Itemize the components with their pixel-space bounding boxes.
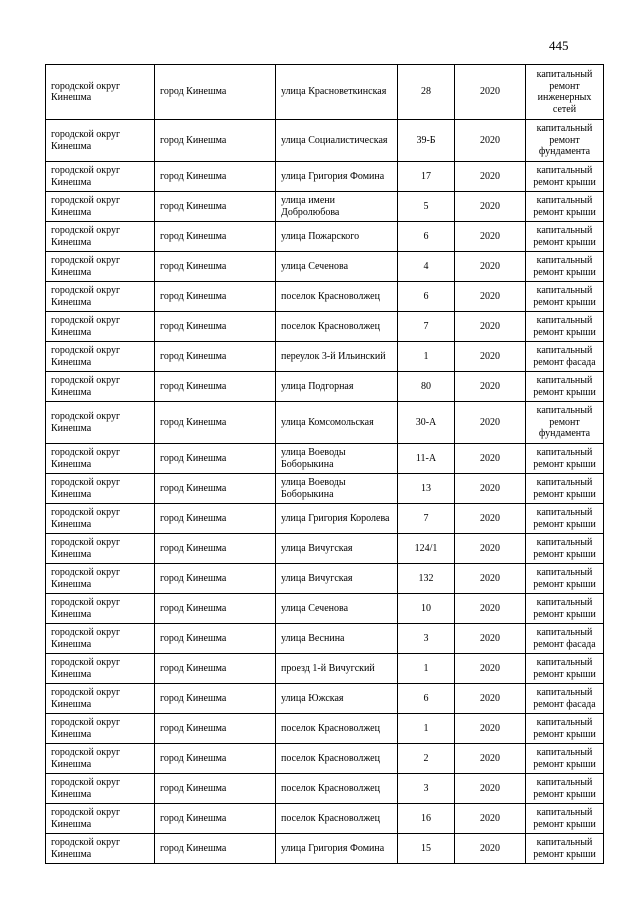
table-row <box>46 834 604 864</box>
cell-street: улица Сеченова <box>276 252 398 282</box>
cell-year: 2020 <box>455 594 526 624</box>
cell-work: капитальный ремонт фасада <box>526 624 604 654</box>
cell-house: 10 <box>398 594 455 624</box>
table-row <box>46 624 604 654</box>
table-body <box>46 65 604 864</box>
cell-gorod: город Кинешма <box>155 834 276 864</box>
cell-street: улица Григория Королева <box>276 504 398 534</box>
cell-year: 2020 <box>455 624 526 654</box>
cell-work: капитальный ремонт фасада <box>526 342 604 372</box>
cell-work: капитальный ремонт крыши <box>526 654 604 684</box>
cell-year: 2020 <box>455 312 526 342</box>
cell-work: капитальный ремонт крыши <box>526 774 604 804</box>
cell-gorod: город Кинешма <box>155 684 276 714</box>
cell-work: капитальный ремонт фундамента <box>526 120 604 162</box>
table-row <box>46 444 604 474</box>
cell-gorod: город Кинешма <box>155 534 276 564</box>
cell-work: капитальный ремонт крыши <box>526 162 604 192</box>
cell-work: капитальный ремонт фундамента <box>526 402 604 444</box>
cell-year: 2020 <box>455 654 526 684</box>
cell-gorod: город Кинешма <box>155 564 276 594</box>
cell-okrug: городской округ Кинешма <box>46 120 155 162</box>
table-row <box>46 312 604 342</box>
cell-okrug: городской округ Кинешма <box>46 504 155 534</box>
cell-okrug: городской округ Кинешма <box>46 312 155 342</box>
cell-street: улица Вичугская <box>276 534 398 564</box>
cell-house: 28 <box>398 65 455 120</box>
cell-okrug: городской округ Кинешма <box>46 774 155 804</box>
cell-gorod: город Кинешма <box>155 744 276 774</box>
cell-street: переулок 3-й Ильинский <box>276 342 398 372</box>
cell-okrug: городской округ Кинешма <box>46 162 155 192</box>
page-number: 445 <box>549 38 569 53</box>
cell-okrug: городской округ Кинешма <box>46 342 155 372</box>
cell-house: 80 <box>398 372 455 402</box>
cell-okrug: городской округ Кинешма <box>46 65 155 120</box>
cell-work: капитальный ремонт крыши <box>526 282 604 312</box>
cell-house: 1 <box>398 654 455 684</box>
cell-work: капитальный ремонт крыши <box>526 372 604 402</box>
cell-house: 124/1 <box>398 534 455 564</box>
cell-street: улица Веснина <box>276 624 398 654</box>
table-row <box>46 282 604 312</box>
cell-house: 39-Б <box>398 120 455 162</box>
cell-street: улица Комсомольская <box>276 402 398 444</box>
cell-year: 2020 <box>455 252 526 282</box>
cell-year: 2020 <box>455 774 526 804</box>
cell-year: 2020 <box>455 372 526 402</box>
table-row <box>46 65 604 120</box>
cell-street: улица имени Добролюбова <box>276 192 398 222</box>
cell-street: улица Вичугская <box>276 564 398 594</box>
cell-okrug: городской округ Кинешма <box>46 372 155 402</box>
cell-okrug: городской округ Кинешма <box>46 744 155 774</box>
cell-street: поселок Красноволжец <box>276 282 398 312</box>
cell-house: 6 <box>398 684 455 714</box>
cell-year: 2020 <box>455 342 526 372</box>
cell-house: 11-А <box>398 444 455 474</box>
cell-house: 7 <box>398 312 455 342</box>
cell-street: улица Социалистическая <box>276 120 398 162</box>
table-row <box>46 594 604 624</box>
cell-okrug: городской округ Кинешма <box>46 804 155 834</box>
cell-house: 132 <box>398 564 455 594</box>
cell-year: 2020 <box>455 65 526 120</box>
table-row <box>46 564 604 594</box>
cell-gorod: город Кинешма <box>155 774 276 804</box>
cell-year: 2020 <box>455 684 526 714</box>
cell-house: 5 <box>398 192 455 222</box>
cell-gorod: город Кинешма <box>155 624 276 654</box>
cell-gorod: город Кинешма <box>155 162 276 192</box>
cell-work: капитальный ремонт крыши <box>526 192 604 222</box>
cell-year: 2020 <box>455 504 526 534</box>
cell-year: 2020 <box>455 192 526 222</box>
cell-street: поселок Красноволжец <box>276 714 398 744</box>
cell-house: 15 <box>398 834 455 864</box>
cell-street: поселок Красноволжец <box>276 774 398 804</box>
cell-work: капитальный ремонт крыши <box>526 312 604 342</box>
cell-okrug: городской округ Кинешма <box>46 402 155 444</box>
cell-house: 4 <box>398 252 455 282</box>
cell-house: 1 <box>398 714 455 744</box>
table-row <box>46 474 604 504</box>
cell-street: улица Пожарского <box>276 222 398 252</box>
cell-okrug: городской округ Кинешма <box>46 444 155 474</box>
table-row <box>46 222 604 252</box>
table-row <box>46 342 604 372</box>
housing-repair-table <box>45 64 604 864</box>
cell-gorod: город Кинешма <box>155 474 276 504</box>
cell-house: 6 <box>398 222 455 252</box>
cell-okrug: городской округ Кинешма <box>46 834 155 864</box>
cell-work: капитальный ремонт фасада <box>526 684 604 714</box>
cell-year: 2020 <box>455 744 526 774</box>
cell-gorod: город Кинешма <box>155 504 276 534</box>
cell-okrug: городской округ Кинешма <box>46 684 155 714</box>
cell-gorod: город Кинешма <box>155 65 276 120</box>
cell-gorod: город Кинешма <box>155 402 276 444</box>
cell-street: улица Сеченова <box>276 594 398 624</box>
cell-street: улица Южская <box>276 684 398 714</box>
table-row <box>46 252 604 282</box>
cell-house: 7 <box>398 504 455 534</box>
cell-street: улица Подгорная <box>276 372 398 402</box>
cell-okrug: городской округ Кинешма <box>46 474 155 504</box>
cell-work: капитальный ремонт крыши <box>526 594 604 624</box>
table-row <box>46 714 604 744</box>
table-row <box>46 192 604 222</box>
cell-okrug: городской округ Кинешма <box>46 714 155 744</box>
cell-gorod: город Кинешма <box>155 804 276 834</box>
cell-house: 30-А <box>398 402 455 444</box>
cell-work: капитальный ремонт инженерных сетей <box>526 65 604 120</box>
table-row <box>46 372 604 402</box>
cell-okrug: городской округ Кинешма <box>46 222 155 252</box>
cell-okrug: городской округ Кинешма <box>46 192 155 222</box>
table-row <box>46 804 604 834</box>
cell-gorod: город Кинешма <box>155 444 276 474</box>
cell-year: 2020 <box>455 282 526 312</box>
cell-year: 2020 <box>455 804 526 834</box>
cell-year: 2020 <box>455 714 526 744</box>
cell-year: 2020 <box>455 120 526 162</box>
cell-house: 17 <box>398 162 455 192</box>
cell-gorod: город Кинешма <box>155 120 276 162</box>
cell-work: капитальный ремонт крыши <box>526 744 604 774</box>
cell-gorod: город Кинешма <box>155 654 276 684</box>
cell-work: капитальный ремонт крыши <box>526 474 604 504</box>
cell-okrug: городской округ Кинешма <box>46 252 155 282</box>
cell-work: капитальный ремонт крыши <box>526 834 604 864</box>
cell-house: 3 <box>398 624 455 654</box>
cell-year: 2020 <box>455 834 526 864</box>
cell-okrug: городской округ Кинешма <box>46 534 155 564</box>
cell-house: 3 <box>398 774 455 804</box>
cell-house: 1 <box>398 342 455 372</box>
cell-gorod: город Кинешма <box>155 312 276 342</box>
cell-year: 2020 <box>455 402 526 444</box>
cell-work: капитальный ремонт крыши <box>526 804 604 834</box>
cell-year: 2020 <box>455 444 526 474</box>
cell-house: 6 <box>398 282 455 312</box>
cell-street: проезд 1-й Вичугский <box>276 654 398 684</box>
table-row <box>46 774 604 804</box>
cell-year: 2020 <box>455 534 526 564</box>
cell-okrug: городской округ Кинешма <box>46 594 155 624</box>
cell-street: поселок Красноволжец <box>276 744 398 774</box>
cell-street: улица Григория Фомина <box>276 162 398 192</box>
table-row <box>46 534 604 564</box>
cell-gorod: город Кинешма <box>155 342 276 372</box>
cell-street: улица Воеводы Боборыкина <box>276 444 398 474</box>
cell-work: капитальный ремонт крыши <box>526 222 604 252</box>
table-row <box>46 120 604 162</box>
cell-gorod: город Кинешма <box>155 252 276 282</box>
table-row <box>46 402 604 444</box>
cell-okrug: городской округ Кинешма <box>46 624 155 654</box>
cell-gorod: город Кинешма <box>155 282 276 312</box>
table-row <box>46 744 604 774</box>
cell-street: поселок Красноволжец <box>276 312 398 342</box>
table-row <box>46 162 604 192</box>
cell-street: поселок Красноволжец <box>276 804 398 834</box>
cell-work: капитальный ремонт крыши <box>526 504 604 534</box>
cell-house: 16 <box>398 804 455 834</box>
cell-year: 2020 <box>455 162 526 192</box>
cell-year: 2020 <box>455 474 526 504</box>
cell-work: капитальный ремонт крыши <box>526 252 604 282</box>
cell-gorod: город Кинешма <box>155 222 276 252</box>
cell-gorod: город Кинешма <box>155 192 276 222</box>
cell-work: капитальный ремонт крыши <box>526 534 604 564</box>
cell-work: капитальный ремонт крыши <box>526 564 604 594</box>
cell-okrug: городской округ Кинешма <box>46 282 155 312</box>
cell-year: 2020 <box>455 564 526 594</box>
cell-house: 13 <box>398 474 455 504</box>
table-row <box>46 684 604 714</box>
cell-gorod: город Кинешма <box>155 372 276 402</box>
cell-gorod: город Кинешма <box>155 594 276 624</box>
cell-year: 2020 <box>455 222 526 252</box>
cell-street: улица Красноветкинская <box>276 65 398 120</box>
cell-street: улица Григория Фомина <box>276 834 398 864</box>
cell-street: улица Воеводы Боборыкина <box>276 474 398 504</box>
table-row <box>46 654 604 684</box>
cell-gorod: город Кинешма <box>155 714 276 744</box>
cell-okrug: городской округ Кинешма <box>46 654 155 684</box>
cell-work: капитальный ремонт крыши <box>526 444 604 474</box>
cell-house: 2 <box>398 744 455 774</box>
cell-work: капитальный ремонт крыши <box>526 714 604 744</box>
table-row <box>46 504 604 534</box>
cell-okrug: городской округ Кинешма <box>46 564 155 594</box>
